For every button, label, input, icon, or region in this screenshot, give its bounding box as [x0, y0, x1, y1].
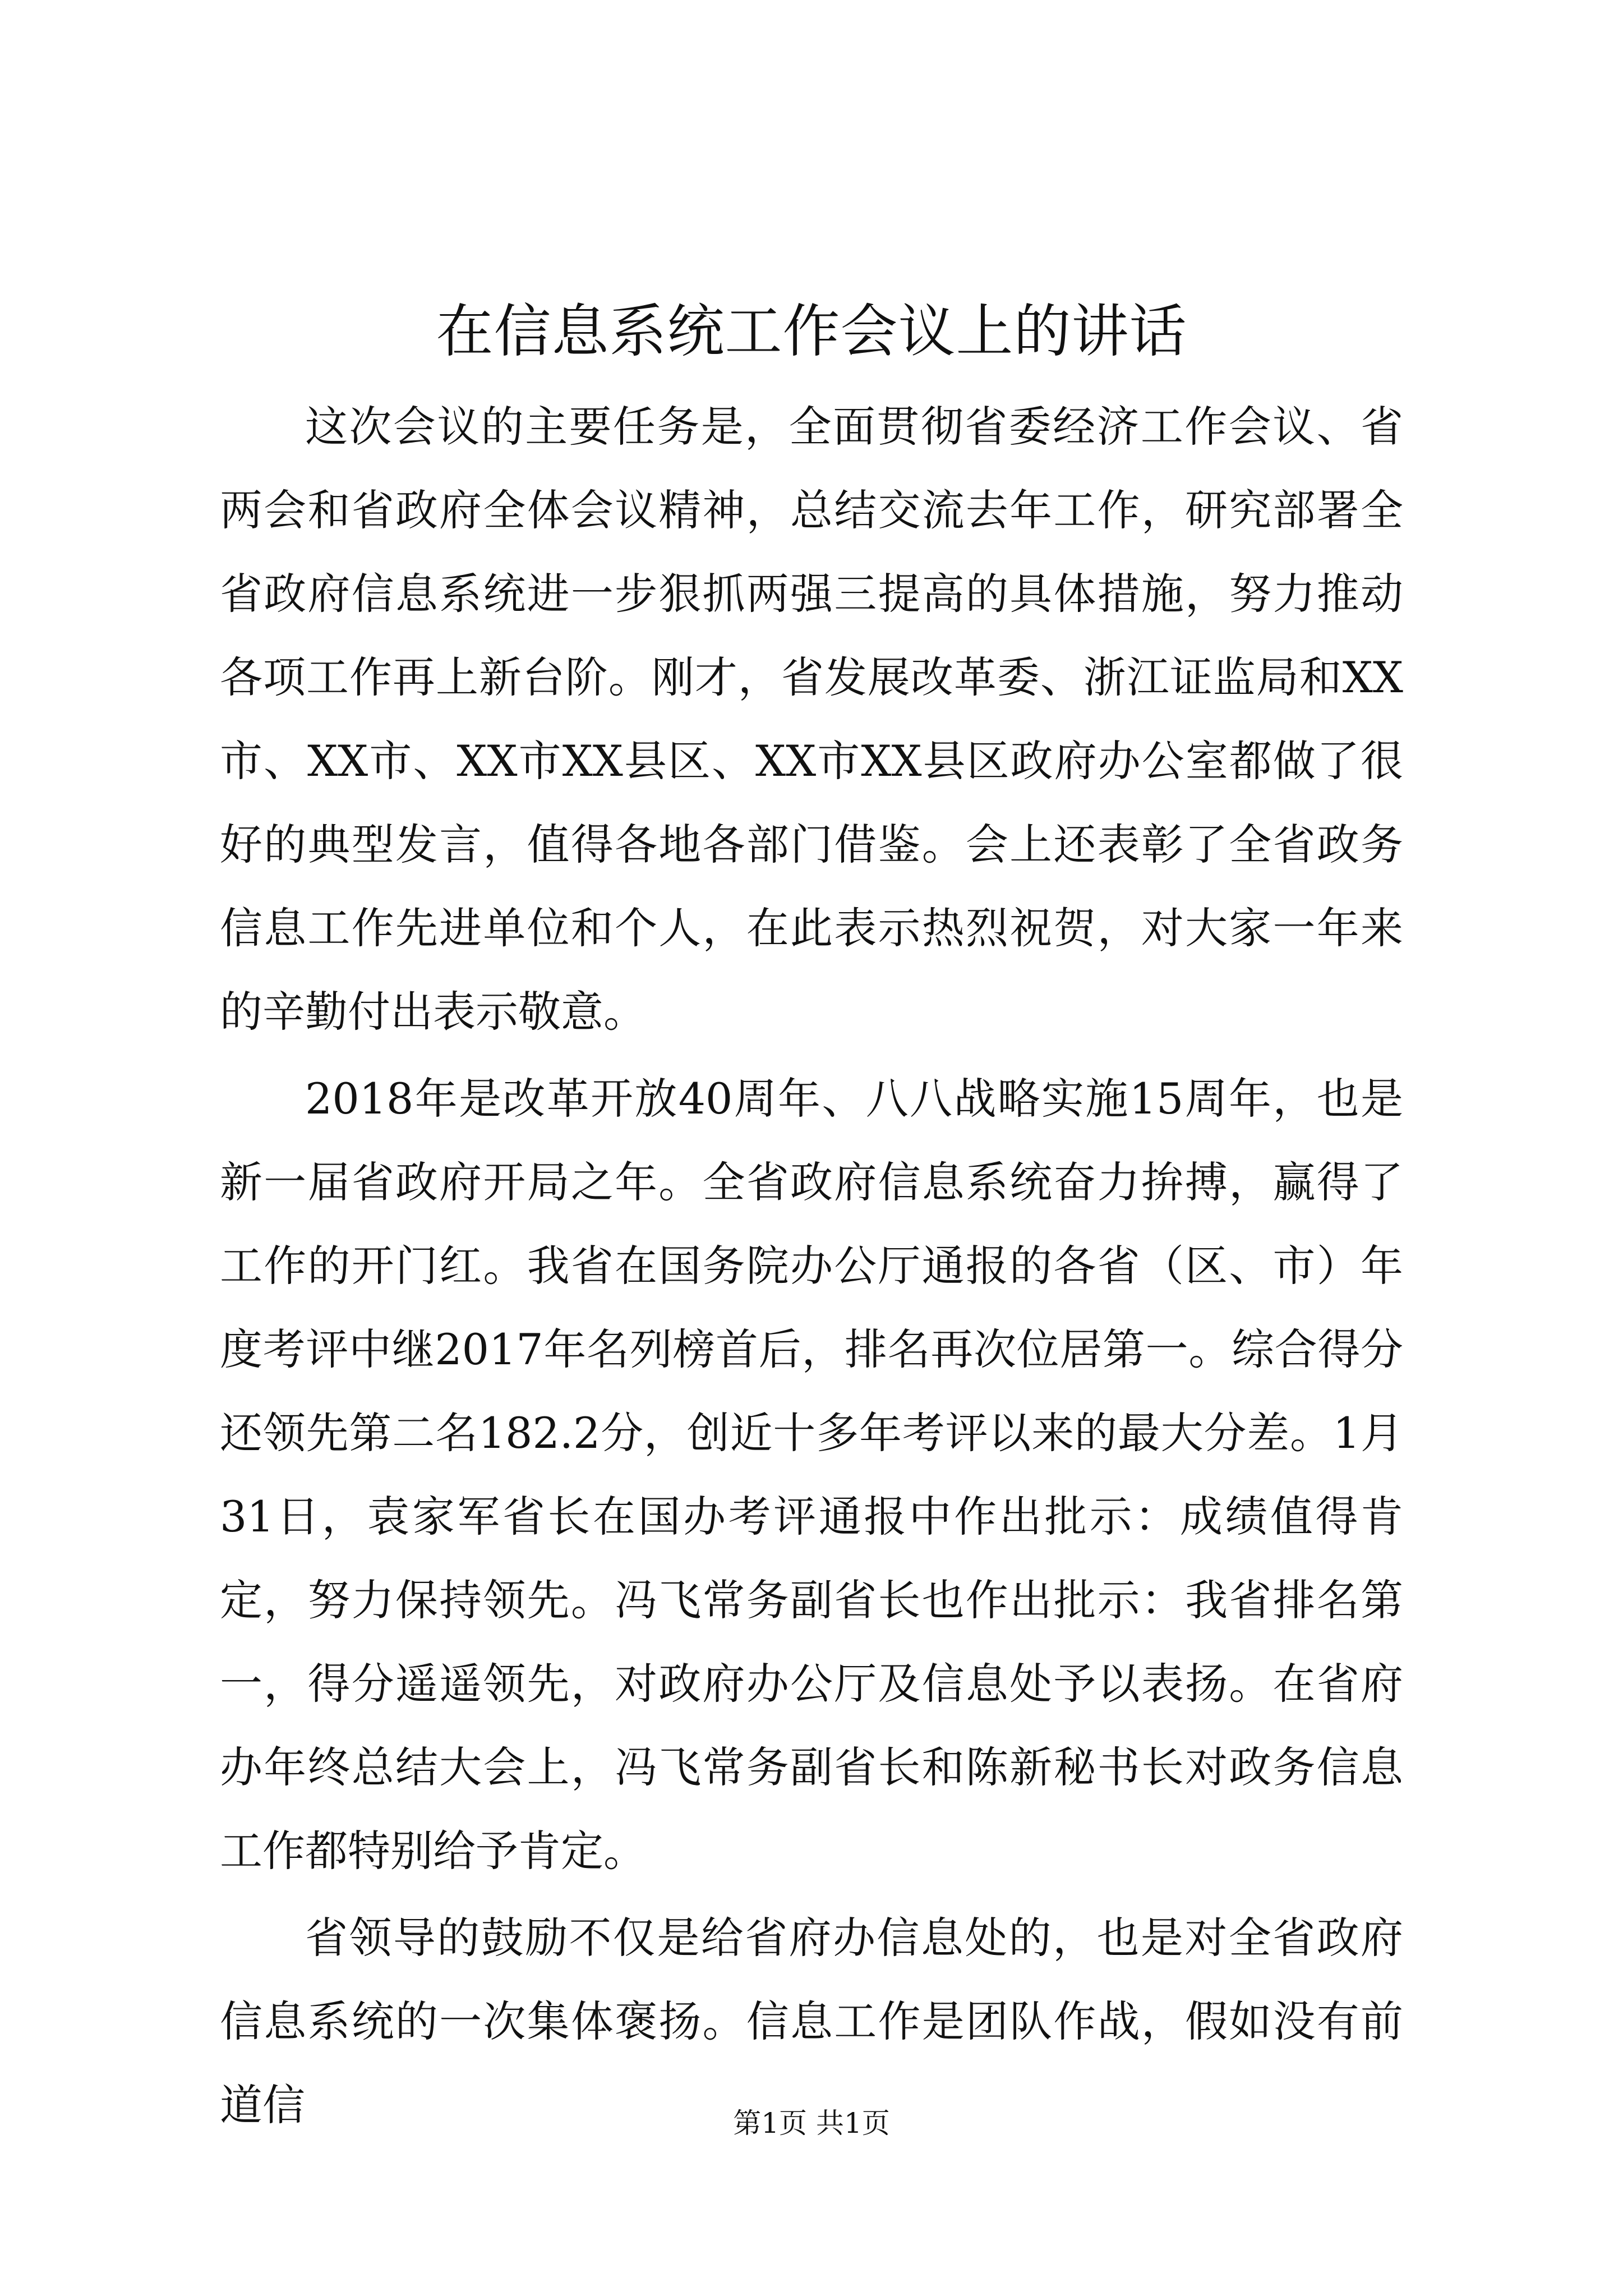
document-title: 在信息系统工作会议上的讲话	[436, 298, 1187, 365]
paragraph-3: 省领导的鼓励不仅是给省府办信息处的，也是对全省政府信息系统的一次集体褒扬。信息工作是团队作战，假如没有前道信	[220, 1913, 1403, 2130]
page-footer: 第1页 共1页	[733, 2107, 890, 2139]
document-body	[220, 385, 1403, 2147]
paragraph-2: 2018年是改革开放40周年、八八战略实施15周年，也是新一届省政府开局之年。全省政府信息系统奋力拚搏，赢得了工作的开门红。我省在国务院办公厅通报的各省（区、市）年度考评中继2017年名列榜首后，排名再次位居第一。综合得分还领先第二名182.2分，创近十多年考评以来的最大分差。1月31日，袁家军省长在国办考评通报中作出批示：成绩值得肯定，努力保持领先。冯飞常务副省长也作出批示：我省排名第一，得分遥遥领先，对政府办公厅及信息处予以表扬。在省府办年终总结大会上，冯飞常务副省长和陈新秘书长对政务信息工作都特别给予肯定。	[220, 1074, 1403, 1876]
paragraph-1: 这次会议的主要任务是，全面贯彻省委经济工作会议、省两会和省政府全体会议精神，总结交流去年工作，研究部署全省政府信息系统进一步狠抓两强三提高的具体措施，努力推动各项工作再上新台阶。刚才，省发展改革委、浙江证监局和XX市、XX市、XX市XX县区、XX市XX县区政府办公室都做了很好的典型发言，值得各地各部门借鉴。会上还表彰了全省政务信息工作先进单位和个人，在此表示热烈祝贺，对大家一年来的辛勤付出表示敬意。	[220, 402, 1403, 1037]
